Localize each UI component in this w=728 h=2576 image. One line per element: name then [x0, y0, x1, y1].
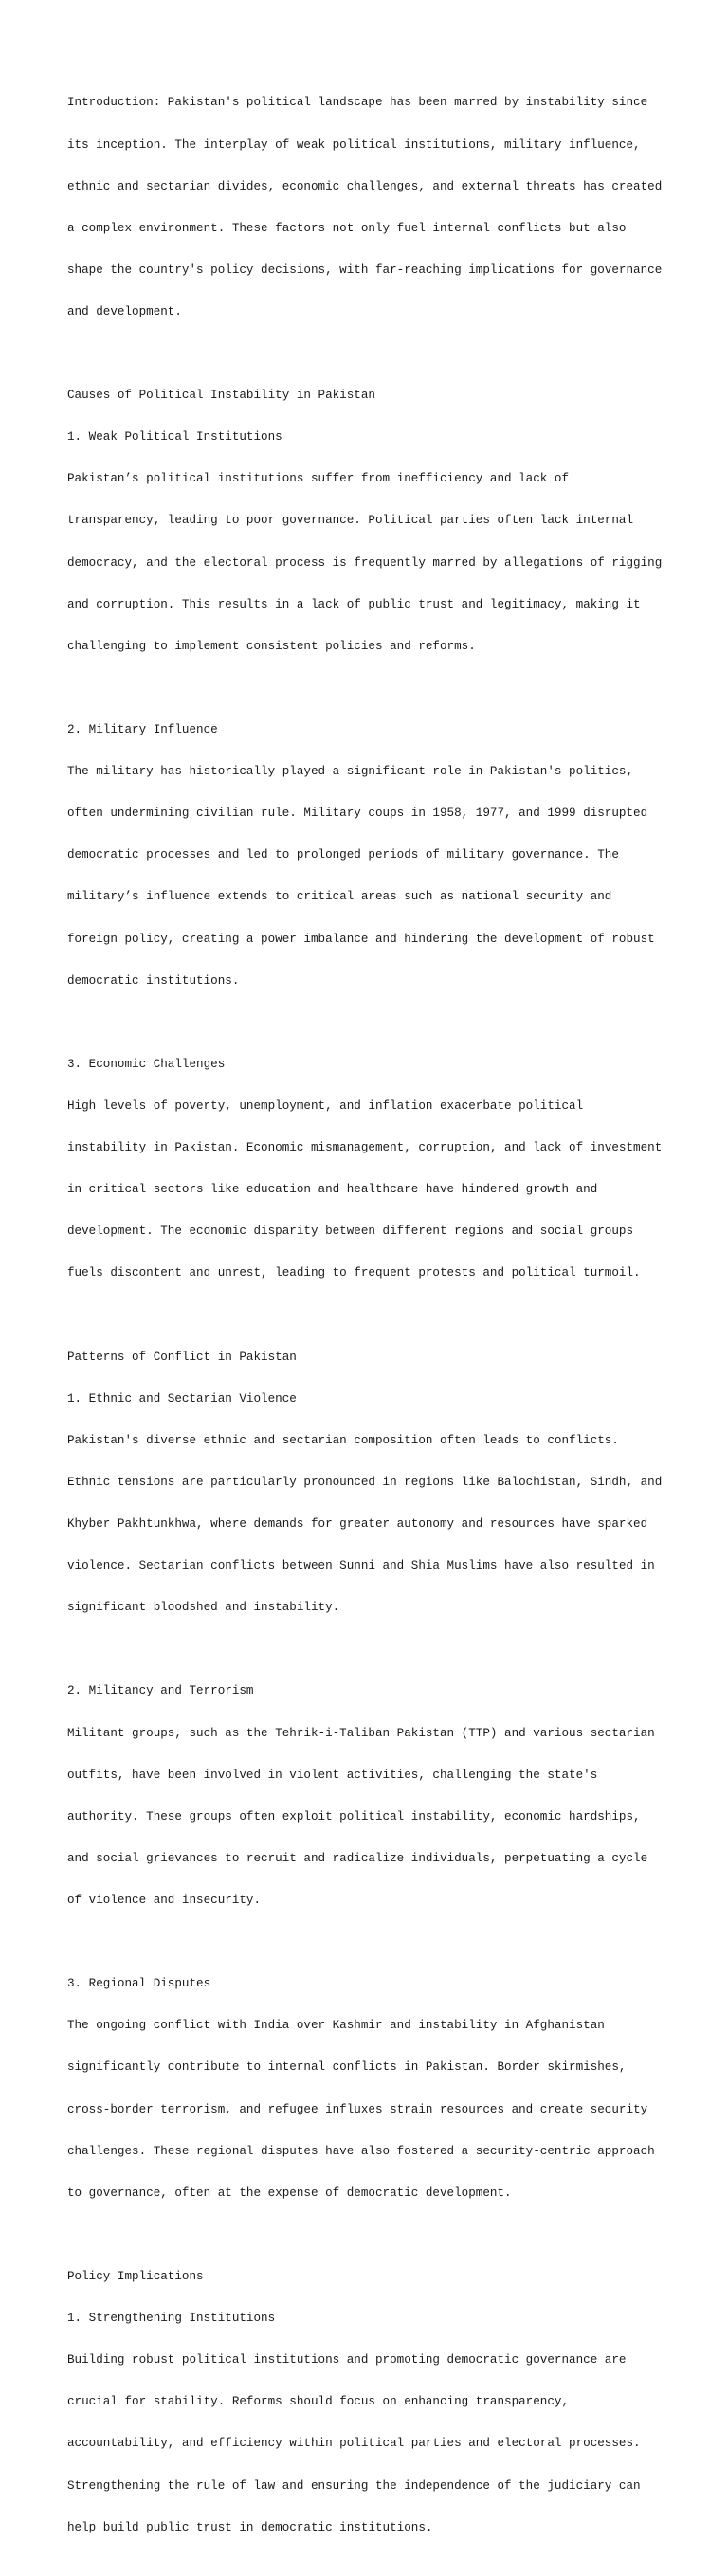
text-line: Strengthening the rule of law and ensuring the independence of the judiciary can: [67, 2478, 641, 2493]
subsection-heading: 2. Militancy and Terrorism: [67, 1684, 254, 1698]
military-influence-section: [67, 696, 674, 1016]
section-title: Causes of Political Instability in Pakistan: [67, 389, 375, 403]
text-line: and development.: [67, 304, 182, 318]
regional-disputes-section: [67, 1950, 674, 2228]
text-line: fuels discontent and unrest, leading to frequent protests and political turmoil.: [67, 1266, 641, 1280]
text-line: and social grievances to recruit and radicalize individuals, perpetuating a cycle: [67, 1851, 648, 1865]
militancy-terrorism-section: [67, 1657, 674, 1935]
text-line: Pakistan’s political institutions suffer from inefficiency and lack of: [67, 472, 570, 486]
text-line: violence. Sectarian conflicts between Sunni and Shia Muslims have also resulted in: [67, 1559, 655, 1573]
text-line: crucial for stability. Reforms should focus on enhancing transparency,: [67, 2395, 570, 2409]
text-line: Introduction: Pakistan's political landscape has been marred by instability since: [67, 96, 648, 110]
text-line: Building robust political institutions and promoting democratic governance are: [67, 2353, 627, 2367]
subsection-heading: 2. Military Influence: [67, 723, 218, 737]
text-line: military’s influence extends to critical areas such as national security and: [67, 890, 612, 904]
subsection-heading: 1. Strengthening Institutions: [67, 2312, 276, 2326]
text-line: democracy, and the electoral process is frequently marred by allegations of rigging: [67, 555, 663, 570]
text-line: authority. These groups often exploit political instability, economic hardships,: [67, 1809, 641, 1823]
text-line: in critical sectors like education and healthcare have hindered growth and: [67, 1183, 598, 1197]
text-line: Ethnic tensions are particularly pronounced in regions like Balochistan, Sindh, and: [67, 1475, 663, 1489]
subsection-heading: 3. Economic Challenges: [67, 1057, 226, 1071]
weak-institutions-section: [67, 361, 674, 681]
text-line: often undermining civilian rule. Military coups in 1958, 1977, and 1999 disrupted: [67, 807, 648, 821]
text-line: accountability, and efficiency within political parties and electoral processes.: [67, 2437, 641, 2451]
text-line: outfits, have been involved in violent activities, challenging the state's: [67, 1768, 598, 1782]
text-line: transparency, leading to poor governance. Political parties often lack internal: [67, 514, 634, 528]
strengthening-institutions-section: [67, 2242, 674, 2563]
subsection-heading: 3. Regional Disputes: [67, 1977, 211, 1991]
text-line: significantly contribute to internal conflicts in Pakistan. Border skirmishes,: [67, 2060, 627, 2075]
text-line: development. The economic disparity between different regions and social groups: [67, 1225, 634, 1239]
text-line: help build public trust in democratic institutions.: [67, 2520, 433, 2534]
text-line: shape the country's policy decisions, with far-reaching implications for governance: [67, 263, 663, 277]
text-line: The ongoing conflict with India over Kashmir and instability in Afghanistan: [67, 2019, 605, 2033]
subsection-heading: 1. Ethnic and Sectarian Violence: [67, 1391, 297, 1406]
text-line: foreign policy, creating a power imbalance and hindering the development of robust: [67, 932, 655, 946]
text-line: democratic institutions.: [67, 973, 240, 988]
text-line: The military has historically played a significant role in Pakistan's politics,: [67, 765, 634, 779]
text-line: its inception. The interplay of weak political institutions, military influence,: [67, 137, 641, 152]
text-line: significant bloodshed and instability.: [67, 1601, 340, 1615]
text-line: democratic processes and led to prolonged periods of military governance. The: [67, 848, 619, 862]
text-line: cross-border terrorism, and refugee influxes strain resources and create security: [67, 2102, 648, 2116]
text-line: to governance, often at the expense of democratic development.: [67, 2186, 512, 2200]
section-title: Policy Implications: [67, 2269, 204, 2283]
text-line: Khyber Pakhtunkhwa, where demands for greater autonomy and resources have sparked: [67, 1517, 648, 1532]
text-line: instability in Pakistan. Economic mismanagement, corruption, and lack of investment: [67, 1141, 663, 1155]
text-line: challenges. These regional disputes have also fostered a security-centric approach: [67, 2144, 655, 2158]
ethnic-sectarian-section: [67, 1322, 674, 1642]
document-page: [67, 68, 674, 2576]
section-title: Patterns of Conflict in Pakistan: [67, 1350, 297, 1364]
introduction-paragraph: [67, 68, 674, 347]
text-line: of violence and insecurity.: [67, 1894, 262, 1908]
text-line: High levels of poverty, unemployment, and inflation exacerbate political: [67, 1098, 584, 1113]
text-line: Militant groups, such as the Tehrik-i-Taliban Pakistan (TTP) and various sectarian: [67, 1726, 655, 1740]
text-line: and corruption. This results in a lack of public trust and legitimacy, making it: [67, 597, 641, 611]
text-line: challenging to implement consistent policies and reforms.: [67, 639, 476, 653]
text-line: Pakistan's diverse ethnic and sectarian composition often leads to conflicts.: [67, 1433, 619, 1447]
text-line: a complex environment. These factors not only fuel internal conflicts but also: [67, 221, 627, 235]
economic-challenges-section: [67, 1029, 674, 1308]
text-line: ethnic and sectarian divides, economic challenges, and external threats has created: [67, 179, 663, 193]
subsection-heading: 1. Weak Political Institutions: [67, 430, 282, 444]
